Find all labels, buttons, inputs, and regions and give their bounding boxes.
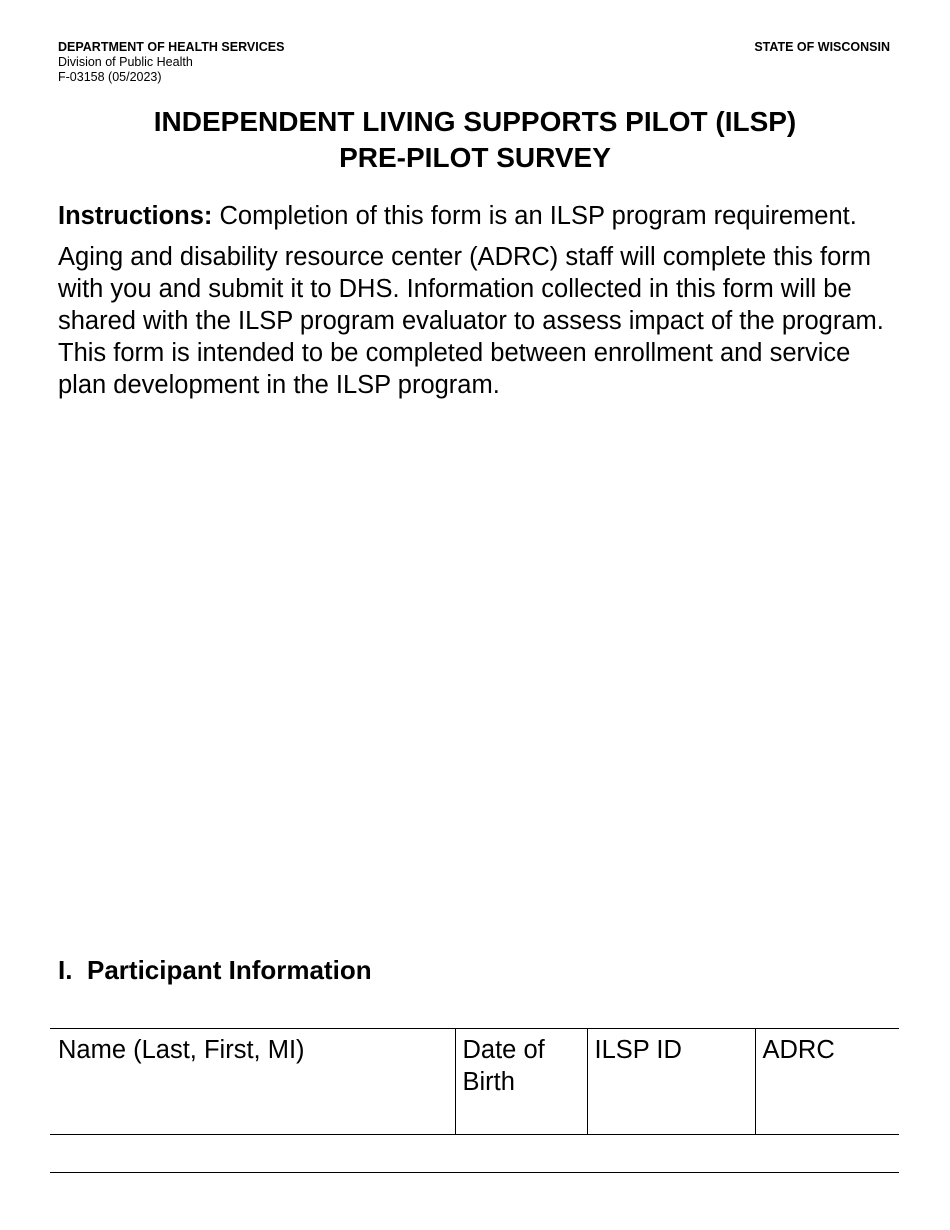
section-title: Participant Information — [87, 955, 372, 985]
instructions-block — [58, 200, 898, 410]
section-number: I. — [58, 955, 73, 985]
department-name: DEPARTMENT OF HEALTH SERVICES — [58, 40, 285, 54]
participant-info-table — [50, 1028, 899, 1173]
ilsp-id-field[interactable] — [587, 1135, 755, 1173]
form-number: F-03158 (05/2023) — [58, 70, 162, 84]
column-header-ilsp-id: ILSP ID — [587, 1029, 755, 1135]
adrc-field[interactable] — [755, 1135, 899, 1173]
column-header-date-of-birth: Date of Birth — [455, 1029, 587, 1135]
instructions-paragraph-1 — [58, 200, 898, 232]
instructions-text: Completion of this form is an ILSP program requirement. — [212, 202, 857, 230]
table-row — [50, 1135, 899, 1173]
name-field[interactable] — [50, 1135, 455, 1173]
instructions-label: Instructions: — [58, 202, 213, 230]
table-header-row — [50, 1029, 899, 1135]
form-title-line-1: INDEPENDENT LIVING SUPPORTS PILOT (ILSP) — [153, 106, 797, 137]
form-title-line-2: PRE-PILOT SURVEY — [339, 142, 611, 173]
division-name: Division of Public Health — [58, 55, 193, 69]
form-title — [0, 104, 950, 176]
instructions-paragraph-2: Aging and disability resource center (ADRC) staff will complete this form with you and submit it to DHS. Information collected in this form will be shared with the ILSP program evaluator to assess impact of the program. This form is intended to be completed between enrollment and service plan development in the ILSP program. — [58, 243, 884, 399]
date-of-birth-field[interactable] — [455, 1135, 587, 1173]
state-name: STATE OF WISCONSIN — [754, 40, 890, 54]
section-heading — [58, 953, 372, 987]
column-header-adrc: ADRC — [755, 1029, 899, 1135]
column-header-name: Name (Last, First, MI) — [50, 1029, 455, 1135]
form-header-left — [58, 40, 284, 85]
